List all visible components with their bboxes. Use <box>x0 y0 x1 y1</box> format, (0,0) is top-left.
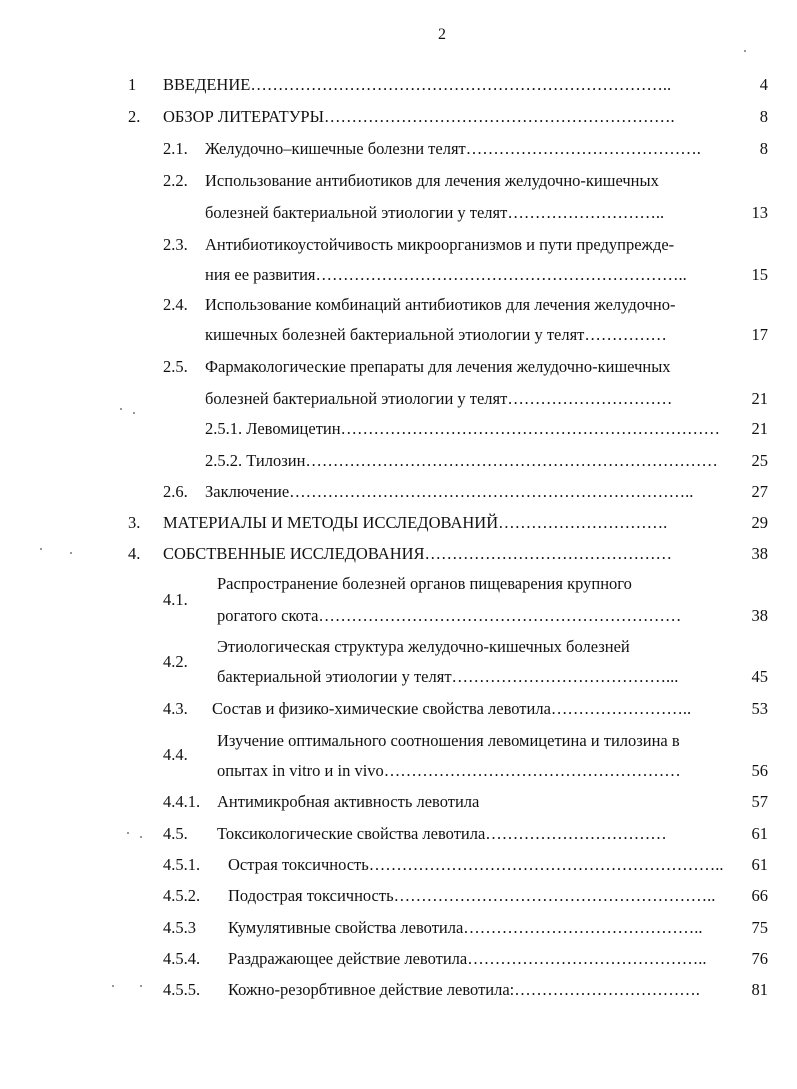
toc-entry-number: 4.1. <box>163 590 188 609</box>
toc-entry-title: Этиологическая структура желудочно-кишечных болезней <box>217 637 630 656</box>
toc-entry-page: 4 <box>759 75 768 94</box>
scan-speck <box>112 985 114 987</box>
toc-entry-page: 38 <box>751 544 768 563</box>
toc-entry-number: 2.4. <box>163 295 188 314</box>
toc-entry-title: Антибиотикоустойчивость микроорганизмов и пути предупрежде- <box>205 235 675 254</box>
toc-entry-title: кишечных болезней бактериальной этиологии у телят…………… <box>205 325 667 344</box>
toc-entry-title: Подострая токсичность………………………………………………….. <box>228 886 716 905</box>
toc-entry-page: 53 <box>751 699 768 718</box>
toc-entry-title: Использование комбинаций антибиотиков для лечения желудочно- <box>205 295 676 314</box>
toc-entry-number: 2.2. <box>163 171 188 190</box>
toc-entry-title: ния ее развития………………………………………………………….. <box>205 265 687 284</box>
toc-entry-title: 2.5.1. Левомицетин…………………………………………………………… <box>205 419 721 438</box>
toc-entry-title: МАТЕРИАЛЫ И МЕТОДЫ ИССЛЕДОВАНИЙ…………………………. <box>163 513 668 532</box>
toc-entry-page: 61 <box>751 824 768 843</box>
toc-entry-page: 61 <box>751 855 768 874</box>
scan-speck <box>127 832 129 834</box>
toc-entry-number: 2.3. <box>163 235 188 254</box>
toc-entry-title: Кожно-резорбтивное действие левотила:……………………………. <box>228 980 700 999</box>
toc-entry-number: 4.5. <box>163 824 188 843</box>
toc-entry-number: 4. <box>128 544 141 563</box>
toc-entry-title: Заключение……………………………………………………………….. <box>205 482 694 501</box>
toc-entry-number: 4.5.1. <box>163 855 201 874</box>
toc-entry-title: Токсикологические свойства левотила…………………………… <box>217 824 667 843</box>
toc-entry-number: 2.6. <box>163 482 188 501</box>
toc-entry-page: 25 <box>751 451 768 470</box>
scan-speck <box>140 836 142 838</box>
toc-entry-title: Изучение оптимального соотношения левомицетина и тилозина в <box>217 731 680 750</box>
toc-entry-title: ОБЗОР ЛИТЕРАТУРЫ………………………………………………………. <box>163 107 675 126</box>
toc-entry-title: Кумулятивные свойства левотила…………………………………….. <box>228 918 703 937</box>
toc-entry-page: 57 <box>751 792 768 811</box>
toc-entry-page: 66 <box>751 886 768 905</box>
toc-entry-page: 13 <box>751 203 768 222</box>
toc-entry-title: Фармакологические препараты для лечения желудочно-кишечных <box>205 357 671 376</box>
toc-entry-page: 8 <box>759 107 768 126</box>
toc-entry-page: 15 <box>751 265 768 284</box>
scan-speck <box>133 412 135 414</box>
toc-entry-number: 4.5.5. <box>163 980 201 999</box>
toc-entry-title: Состав и физико-химические свойства левотила…………………….. <box>212 699 692 718</box>
toc-entry-page: 56 <box>751 761 768 780</box>
toc-entry-page: 27 <box>751 482 768 501</box>
page-number: 2 <box>438 26 446 43</box>
toc-entry-title: Распространение болезней органов пищеварения крупного <box>217 574 632 593</box>
toc-entry-page: 38 <box>751 606 768 625</box>
toc-entry-number: 2.1. <box>163 139 188 158</box>
toc-entry-page: 81 <box>751 980 768 999</box>
toc-entry-title: болезней бактериальной этиологии у телят……………………….. <box>205 203 665 222</box>
toc-entry-number: 4.3. <box>163 699 188 718</box>
toc-entry-title: 2.5.2. Тилозин………………………………………………………………… <box>205 451 718 470</box>
toc-entry-title: болезней бактериальной этиологии у телят………………………… <box>205 389 673 408</box>
toc-entry-title: бактериальной этиологии у телят…………………………………... <box>217 667 679 686</box>
scan-speck <box>40 548 42 550</box>
scan-speck <box>140 985 142 987</box>
toc-entry-number: 2.5. <box>163 357 188 376</box>
toc-entry-number: 4.2. <box>163 652 188 671</box>
toc-entry-title: Антимикробная активность левотила <box>217 792 480 811</box>
scan-speck <box>744 50 746 52</box>
toc-entry-title: рогатого скота………………………………………………………… <box>217 606 682 625</box>
toc-entry-page: 21 <box>751 419 768 438</box>
toc-entry-number: 4.4.1. <box>163 792 201 811</box>
toc-entry-page: 21 <box>751 389 768 408</box>
toc-entry-number: 4.5.2. <box>163 886 201 905</box>
toc-entry-title: Острая токсичность……………………………………………………….. <box>228 855 724 874</box>
toc-entry-page: 29 <box>751 513 768 532</box>
toc-entry-number: 3. <box>128 513 141 532</box>
toc-entry-title: Раздражающее действие левотила…………………………………….. <box>228 949 707 968</box>
toc-entry-number: 2. <box>128 107 141 126</box>
toc-entry-number: 4.4. <box>163 745 188 764</box>
toc-entry-number: 4.5.4. <box>163 949 201 968</box>
toc-entry-title: Использование антибиотиков для лечения желудочно-кишечных <box>205 171 659 190</box>
toc-entry-page: 17 <box>751 325 768 344</box>
toc-entry-number: 4.5.3 <box>163 918 196 937</box>
toc-entry-title: СОБСТВЕННЫЕ ИССЛЕДОВАНИЯ……………………………………… <box>163 544 673 563</box>
toc-entry-page: 76 <box>751 949 768 968</box>
toc-entry-page: 8 <box>759 139 768 158</box>
toc-entry-title: Желудочно–кишечные болезни телят……………………………………. <box>205 139 701 158</box>
toc-entry-number: 1 <box>128 75 137 94</box>
toc-entry-page: 75 <box>751 918 768 937</box>
toc-entry-title: ВВЕДЕНИЕ………………………………………………………………….. <box>163 75 672 94</box>
toc-entry-page: 45 <box>751 667 768 686</box>
toc-entry-title: опытах in vitro и in vivo……………………………………………… <box>217 761 681 780</box>
scan-speck <box>70 552 72 554</box>
scan-speck <box>120 408 122 410</box>
